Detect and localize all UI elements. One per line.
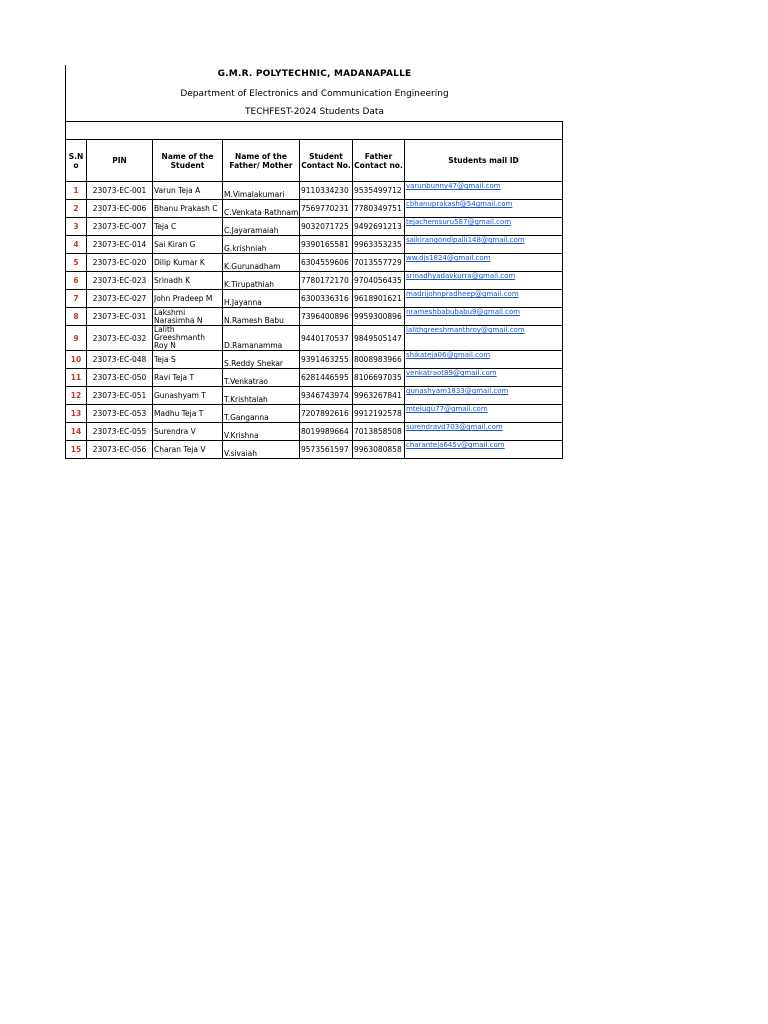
cell-mail-link[interactable]: gunashyam1833@gmail.com [405,387,563,405]
institution-title: G.M.R. POLYTECHNIC, MADANAPALLE [217,69,412,79]
table-header-row [66,140,563,182]
cell-mail-link[interactable]: charanteja645v@gmail.com [405,441,563,459]
cell-mail-link[interactable]: saikirangondipalli148@gmail.com [405,236,563,254]
cell-student-name: Varun Teja A [153,182,223,200]
cell-father-contact: 9618901621 [353,290,405,308]
cell-pin: 23073-EC-006 [87,200,153,218]
cell-student-name: Lakshmi Narasimha N [153,308,223,326]
cell-parent-name: S.Reddy Shekar [223,351,300,369]
table-row [66,200,563,218]
cell-sno: 5 [66,254,87,272]
table-row [66,423,563,441]
cell-student-name: Dilip Kumar K [153,254,223,272]
dataset-title: TECHFEST-2024 Students Data [245,107,384,117]
cell-mail-link[interactable]: madrijohnpradheep@gmail.com [405,290,563,308]
cell-father-contact: 9912192578 [353,405,405,423]
cell-sno: 13 [66,405,87,423]
table-row [66,326,563,351]
cell-father-contact: 9704056435 [353,272,405,290]
table-body [66,182,563,459]
table-row [66,351,563,369]
cell-mail-link[interactable]: srinadhyadavkurra@gmail.com [405,272,563,290]
cell-student-name: Charan Teja V [153,441,223,459]
cell-student-contact: 7396400896 [300,308,353,326]
cell-pin: 23073-EC-014 [87,236,153,254]
cell-father-contact: 9492691213 [353,218,405,236]
cell-pin: 23073-EC-023 [87,272,153,290]
cell-parent-name: N.Ramesh Babu [223,308,300,326]
cell-parent-name: K.Tirupathiah [223,272,300,290]
col-header-father-contact: Father Contact no. [353,140,405,182]
cell-student-contact: 9440170537 [300,326,353,351]
cell-father-contact: 9963267841 [353,387,405,405]
cell-pin: 23073-EC-001 [87,182,153,200]
col-header-student-name: Name of the Student [153,140,223,182]
cell-pin: 23073-EC-020 [87,254,153,272]
col-header-parent-name: Name of the Father/ Mother [223,140,300,182]
cell-student-name: John Pradeep M [153,290,223,308]
cell-father-contact: 7013858508 [353,423,405,441]
cell-pin: 23073-EC-007 [87,218,153,236]
cell-student-contact: 9032071725 [300,218,353,236]
table-row [66,441,563,459]
cell-sno: 12 [66,387,87,405]
table-row [66,272,563,290]
cell-father-contact: 8106697035 [353,369,405,387]
cell-parent-name: T.Venkatrao [223,369,300,387]
cell-student-contact: 7207892616 [300,405,353,423]
students-table [65,121,563,459]
cell-pin: 23073-EC-050 [87,369,153,387]
table-row [66,308,563,326]
cell-student-contact: 9346743974 [300,387,353,405]
cell-student-contact: 7780172170 [300,272,353,290]
cell-sno: 10 [66,351,87,369]
cell-pin: 23073-EC-055 [87,423,153,441]
cell-mail-link[interactable]: surendravd703@gmail.com [405,423,563,441]
spreadsheet-page [65,65,562,459]
cell-father-contact: 7013557729 [353,254,405,272]
cell-mail-link[interactable]: ww.djs1824@gmail.com [405,254,563,272]
cell-mail-link[interactable]: venkatraot89@gmail.com [405,369,563,387]
cell-mail-link[interactable]: nrameshbabubabu9@gmail.com [405,308,563,326]
cell-father-contact: 7780349751 [353,200,405,218]
cell-student-contact: 8019989664 [300,423,353,441]
cell-mail-link[interactable]: varunbunny47@gmail.com [405,182,563,200]
cell-student-contact: 6300336316 [300,290,353,308]
table-row [66,405,563,423]
table-row [66,369,563,387]
department-title: Department of Electronics and Communication Engineering [180,89,449,99]
cell-father-contact: 8008983966 [353,351,405,369]
cell-student-name: Gunashyam T [153,387,223,405]
cell-student-name: Teja S [153,351,223,369]
cell-father-contact: 9963353235 [353,236,405,254]
cell-student-contact: 7569770231 [300,200,353,218]
cell-sno: 4 [66,236,87,254]
cell-student-name: Surendra V [153,423,223,441]
cell-parent-name: K.Gurunadham [223,254,300,272]
cell-pin: 23073-EC-051 [87,387,153,405]
blank-row [66,122,563,140]
cell-mail-link[interactable]: cbhanuprakash@54gmail.com [405,200,563,218]
cell-parent-name: D.Ramanamma [223,326,300,351]
cell-pin: 23073-EC-032 [87,326,153,351]
cell-mail-link[interactable]: tejachemsuru587@gmail.com [405,218,563,236]
cell-student-contact: 9390165581 [300,236,353,254]
cell-pin: 23073-EC-027 [87,290,153,308]
cell-student-name: Teja C [153,218,223,236]
cell-parent-name: G.krishniah [223,236,300,254]
cell-sno: 15 [66,441,87,459]
cell-student-name: Madhu Teja T [153,405,223,423]
cell-student-contact: 6281446595 [300,369,353,387]
sheet-header [65,65,562,121]
table-row [66,236,563,254]
cell-mail-link[interactable]: mtelugu77@gmail.com [405,405,563,423]
cell-pin: 23073-EC-053 [87,405,153,423]
cell-sno: 1 [66,182,87,200]
cell-pin: 23073-EC-048 [87,351,153,369]
cell-sno: 3 [66,218,87,236]
col-header-sno: S.N o [66,140,87,182]
cell-student-name: Ravi Teja T [153,369,223,387]
table-row [66,218,563,236]
cell-student-contact: 9110334230 [300,182,353,200]
col-header-student-contact: Student Contact No. [300,140,353,182]
cell-sno: 14 [66,423,87,441]
cell-parent-name: V.Krishna [223,423,300,441]
cell-parent-name: M.Vimalakumari [223,182,300,200]
cell-parent-name: H.Jayanna [223,290,300,308]
cell-parent-name: T.Ganganna [223,405,300,423]
table-row [66,290,563,308]
cell-parent-name: T.Krishtaiah [223,387,300,405]
table-row [66,182,563,200]
cell-student-contact: 9391463255 [300,351,353,369]
table-row [66,254,563,272]
cell-father-contact: 9963080858 [353,441,405,459]
cell-student-name: Lalith Greeshmanth Roy N [153,326,223,351]
cell-sno: 7 [66,290,87,308]
cell-parent-name: C.Venkata Rathnam [223,200,300,218]
cell-father-contact: 9959300896 [353,308,405,326]
cell-sno: 8 [66,308,87,326]
cell-pin: 23073-EC-031 [87,308,153,326]
cell-pin: 23073-EC-056 [87,441,153,459]
cell-student-name: Sai Kiran G [153,236,223,254]
cell-mail-link[interactable]: shikateja06@gmail.com [405,351,563,369]
col-header-pin: PIN [87,140,153,182]
cell-parent-name: C.Jayaramaiah [223,218,300,236]
col-header-mail: Students mail ID [405,140,563,182]
cell-sno: 2 [66,200,87,218]
cell-student-name: Srinadh K [153,272,223,290]
cell-student-contact: 9573561597 [300,441,353,459]
cell-sno: 9 [66,326,87,351]
cell-sno: 6 [66,272,87,290]
table-row [66,387,563,405]
cell-mail-link[interactable]: lalithgreeshmanthroy@gmail.com [405,326,563,351]
cell-parent-name: V.sivaiah [223,441,300,459]
cell-student-contact: 6304559606 [300,254,353,272]
cell-sno: 11 [66,369,87,387]
blank-cell [66,122,563,140]
cell-father-contact: 9849505147 [353,326,405,351]
cell-student-name: Bhanu Prakash C [153,200,223,218]
cell-father-contact: 9535499712 [353,182,405,200]
